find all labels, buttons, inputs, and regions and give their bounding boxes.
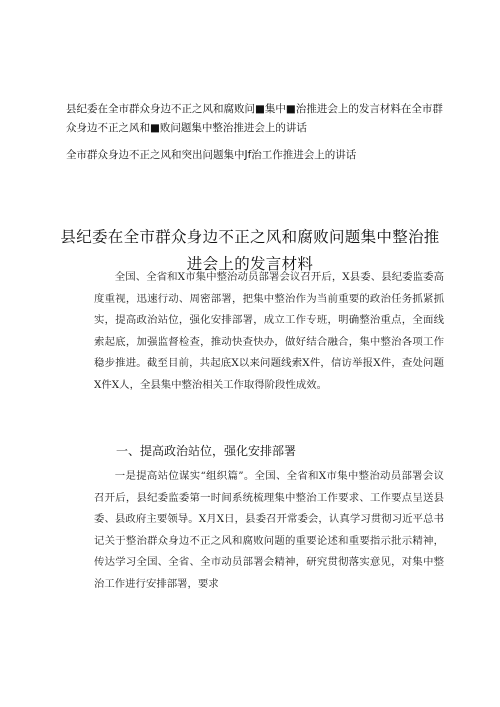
paragraph-text: 全国、全省和X市集中整治动员部署会议召开后，X县委、县纪委监委高度重视，迅速行动、周密部署，把集中整治作为当前重要的政治任务抓紧抓实，提高政治站位，强化安排部署，成立工作专班，明确整治重点，全面线索起底，加强监督检查，推动快查快办，做好结合融合，集中整治各项工作稳步推进。截至目前，共起底X以来问题线索X件，信访举报X件，查处问题X件X人，全县集中整治相关工作取得阶段性成效。 xyxy=(94,271,444,391)
table-of-contents xyxy=(66,100,446,165)
document-title-line-2: 进会上的发言材料 xyxy=(186,255,314,273)
paragraph-text: 一是提高站位谋实“组织篇”。全国、全省和X市集中整治动员部署会议召开后，县纪委监委第一时间系统梳理集中整治工作要求、工作要点呈送县委、县政府主要领导。X月X日，县委召开常委会，认真学习贯彻习近平总书记关于整治群众身边不正之风和腐败问题的重要论述和重要指示批示精神，传达学习全国、全省、全市动员部署会精神，研究贯彻落实意见，对集中整治工作进行安排部署，要求 xyxy=(94,470,444,590)
body-paragraph-1 xyxy=(94,267,444,397)
section-heading-1: 一、提高政治站位，强化安排部署 xyxy=(116,444,297,458)
body-paragraph-2 xyxy=(94,466,444,596)
toc-entry[interactable]: 全市群众身边不正之风和突出问题集中Jf治工作推进会上的讲话 xyxy=(66,149,357,161)
document-title-line-1: 县纪委在全市群众身边不正之风和腐败问题集中整治推 xyxy=(60,228,440,246)
toc-entry[interactable]: 县纪委在全市群众身边不正之风和腐败问■集中■治推进会上的发言材料在全市群众身边不正之风和■败问题集中整治推进会上的讲话 xyxy=(66,103,443,134)
